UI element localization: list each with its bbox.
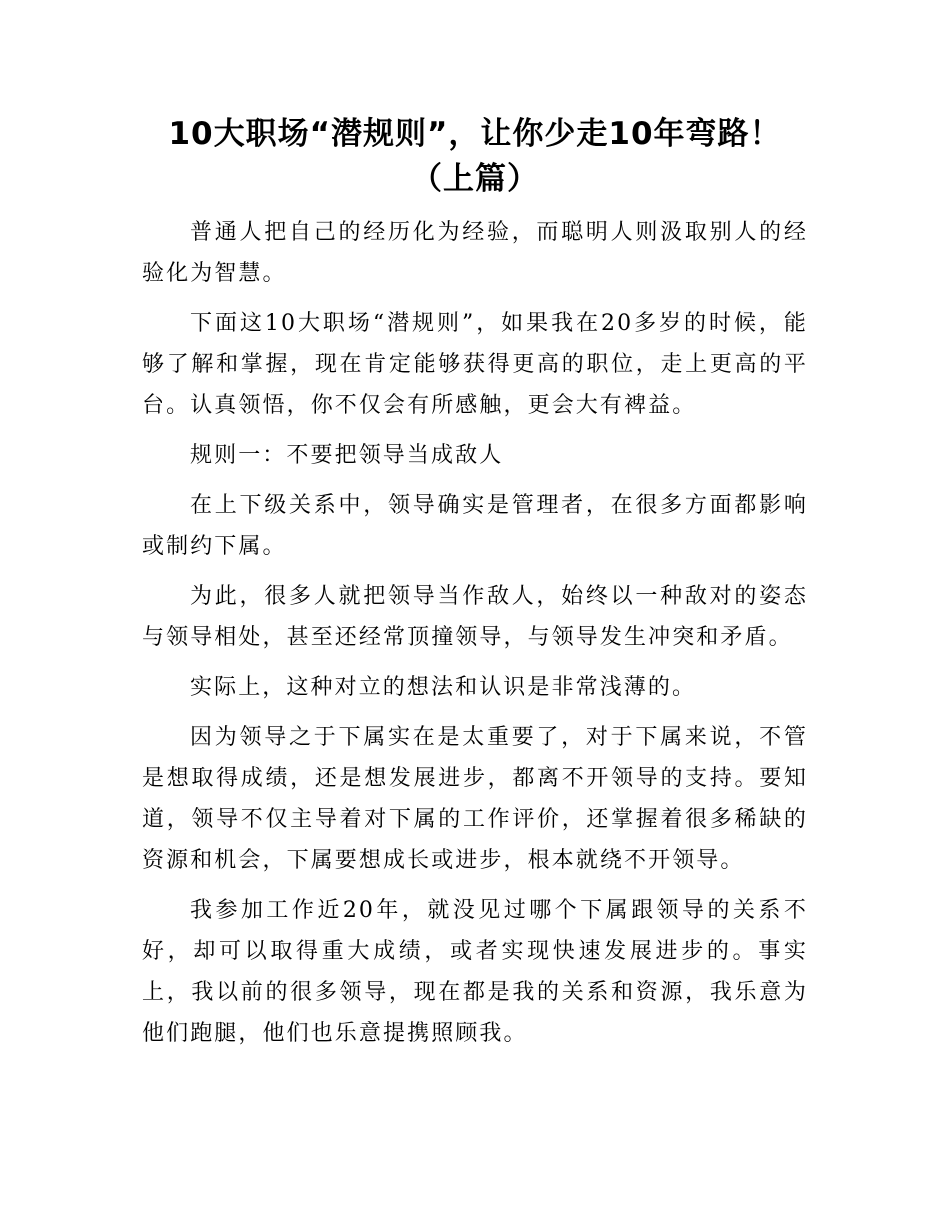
paragraph: 实际上，这种对立的想法和认识是非常浅薄的。	[190, 675, 697, 700]
paragraph: 在上下级关系中，领导确实是管理者，在很多方面都影响或制约下属。	[142, 493, 808, 559]
document-title	[142, 112, 808, 202]
paragraph: 普通人把自己的经历化为经验，而聪明人则汲取别人的经验化为智慧。	[142, 220, 808, 286]
section-heading: 规则一：不要把领导当成敌人	[190, 443, 504, 468]
paragraph: 因为领导之于下属实在是太重要了，对于下属来说，不管是想取得成绩，还是想发展进步，都离不开领导的支持。要知道，领导不仅主导着对下属的工作评价，还掌握着很多稀缺的资源和机会，下属要想成长或进步，根本就绕不开领导。	[142, 725, 808, 873]
paragraph: 下面这10大职场“潜规则”，如果我在20多岁的时候，能够了解和掌握，现在肯定能够获得更高的职位，走上更高的平台。认真领悟，你不仅会有所感触，更会大有裨益。	[142, 311, 808, 418]
title-line-sub: （上篇）	[411, 161, 539, 197]
title-line-main: 10大职场“潜规则”，让你少走10年弯路！	[168, 116, 782, 152]
document-body	[142, 212, 808, 1063]
paragraph: 我参加工作近20年，就没见过哪个下属跟领导的关系不好，却可以取得重大成绩，或者实现快速发展进步的。事实上，我以前的很多领导，现在都是我的关系和资源，我乐意为他们跑腿，他们也乐意提携照顾我。	[142, 898, 808, 1046]
paragraph: 为此，很多人就把领导当作敌人，始终以一种敌对的姿态与领导相处，甚至还经常顶撞领导，与领导发生冲突和矛盾。	[142, 584, 808, 650]
